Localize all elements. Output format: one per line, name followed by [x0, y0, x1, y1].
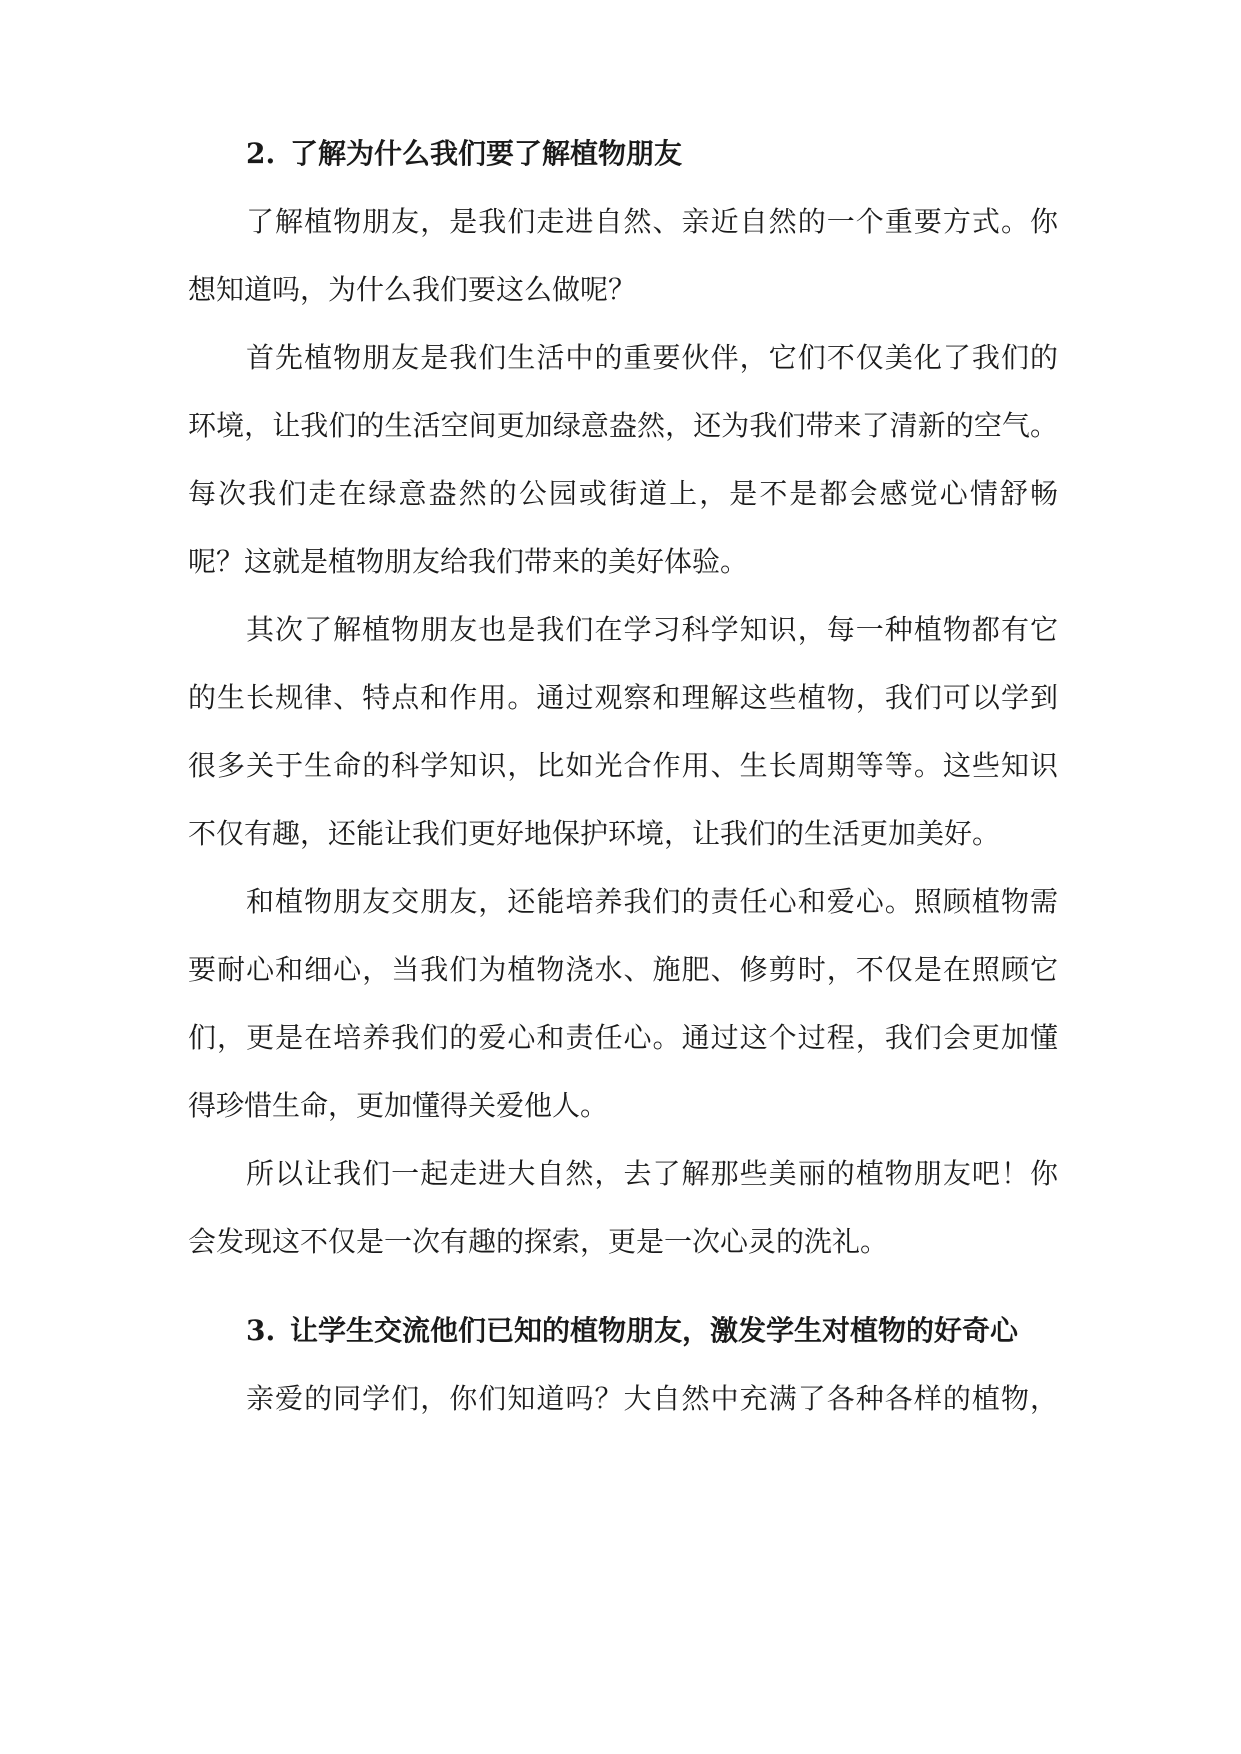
- section-heading-3: [246, 1311, 1018, 1351]
- paragraph-line: 和植物朋友交朋友，还能培养我们的责任心和爱心。照顾植物需: [246, 885, 1058, 918]
- paragraph-line: 很多关于生命的科学知识，比如光合作用、生长周期等等。这些知识: [188, 749, 1058, 782]
- paragraph-line: 了解植物朋友，是我们走进自然、亲近自然的一个重要方式。你: [246, 205, 1058, 238]
- paragraph-line: 环境，让我们的生活空间更加绿意盎然，还为我们带来了清新的空气。: [188, 409, 1058, 442]
- paragraph-line: 亲爱的同学们，你们知道吗？大自然中充满了各种各样的植物，: [246, 1382, 1058, 1415]
- paragraph-line: 的生长规律、特点和作用。通过观察和理解这些植物，我们可以学到: [188, 681, 1058, 714]
- section-title: 了解为什么我们要了解植物朋友: [290, 137, 683, 170]
- paragraph-line: 会发现这不仅是一次有趣的探索，更是一次心灵的洗礼。: [188, 1225, 889, 1258]
- paragraph-line: 首先植物朋友是我们生活中的重要伙伴，它们不仅美化了我们的: [246, 341, 1058, 374]
- paragraph-line: 得珍惜生命，更加懂得关爱他人。: [188, 1089, 609, 1122]
- paragraph-line: 呢？这就是植物朋友给我们带来的美好体验。: [188, 545, 749, 578]
- section-title: 让学生交流他们已知的植物朋友，激发学生对植物的好奇心: [290, 1314, 1019, 1347]
- paragraph-line: 其次了解植物朋友也是我们在学习科学知识，每一种植物都有它: [246, 613, 1058, 646]
- paragraph-line: 想知道吗，为什么我们要这么做呢？: [188, 273, 637, 306]
- section-number: 2.: [246, 137, 276, 170]
- paragraph-line: 所以让我们一起走进大自然，去了解那些美丽的植物朋友吧！你: [246, 1157, 1058, 1190]
- paragraph-line: 不仅有趣，还能让我们更好地保护环境，让我们的生活更加美好。: [188, 817, 1001, 850]
- paragraph-line: 要耐心和细心，当我们为植物浇水、施肥、修剪时，不仅是在照顾它: [188, 953, 1058, 986]
- section-number: 3.: [246, 1314, 276, 1347]
- paragraph-line: 每次我们走在绿意盎然的公园或街道上，是不是都会感觉心情舒畅: [188, 477, 1058, 510]
- paragraph-line: 们，更是在培养我们的爱心和责任心。通过这个过程，我们会更加懂: [188, 1021, 1058, 1054]
- section-heading-2: [246, 134, 682, 174]
